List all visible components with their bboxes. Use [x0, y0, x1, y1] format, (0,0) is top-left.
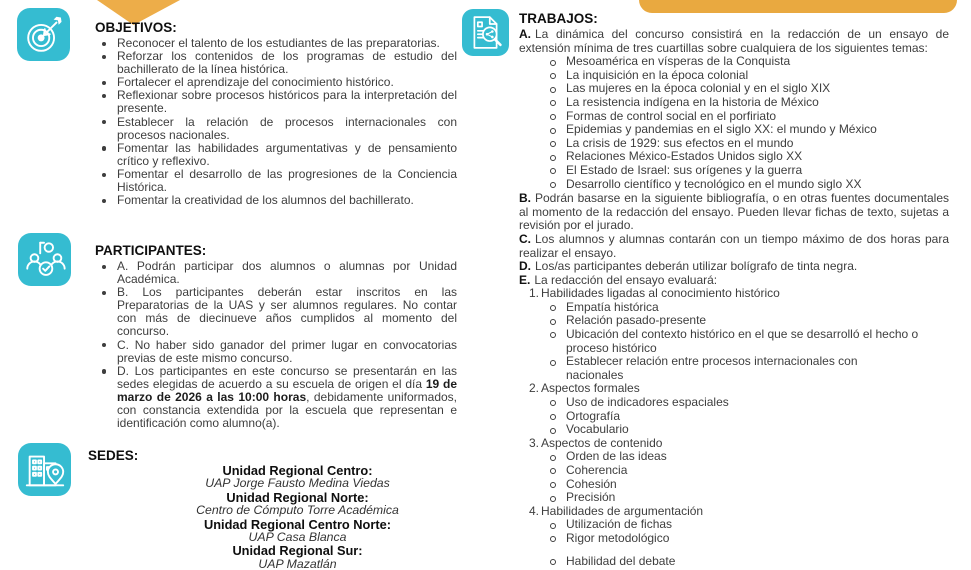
topic-item: La resistencia indígena en la historia de México	[519, 96, 949, 110]
participantes-list	[95, 260, 457, 430]
paragraph-d: D. Los/as participantes deberán utilizar bolígrafo de tinta negra.	[519, 259, 858, 274]
venue-name: UAP Casa Blanca	[248, 530, 347, 545]
topic-item: Las mujeres en la época colonial y en el siglo XIX	[519, 82, 949, 96]
list-item: A. Podrán participar dos alumnos o alumnas por Unidad Académica.	[95, 260, 457, 286]
sedes-venues-list	[95, 464, 500, 570]
criteria-subitem: Rigor metodológico	[519, 532, 949, 546]
topic-item: Desarrollo científico y tecnológico en el mundo siglo XX	[519, 178, 949, 192]
region-name: Unidad Regional Centro:	[222, 463, 373, 478]
criteria-item: 4. Habilidades de argumentación	[529, 503, 704, 518]
list-item: C. No haber sido ganador del primer lugar en convocatorias previas de este mismo concurso.	[95, 339, 457, 365]
list-item: Fomentar la creatividad de los alumnos del bachillerato.	[95, 194, 457, 207]
criteria-subitem: Ortografía	[519, 410, 949, 424]
topic-item: La inquisición en la época colonial	[519, 69, 949, 83]
criteria-subitem: Orden de las ideas	[519, 450, 949, 464]
trabajos-heading: TRABAJOS:	[519, 11, 598, 26]
event-date: 19 de marzo de 2026 a las 10:00 horas	[117, 376, 458, 404]
sedes-section	[88, 448, 138, 463]
paragraph-b: B. Podrán basarse en la siguiente bibliografía, o en otras fuentes documentales al momento de la redacción del ensayo. Pueden llevar fichas de texto, sujetas a revisión por el jurado.	[519, 191, 949, 233]
criteria-subitem: Establecer relación entre procesos internacionales con nacionales	[519, 355, 901, 382]
criteria-subitem-clipped: Habilidad del debate	[519, 555, 949, 569]
criteria-subitem: Coherencia	[519, 464, 949, 478]
criteria-subitem: Ubicación del contexto histórico en el que se desarrolló el hecho o proceso histórico	[519, 328, 949, 355]
venue-name: UAP Jorge Fausto Medina Viedas	[205, 476, 390, 491]
buildings-pin-icon	[18, 443, 71, 496]
list-item: D. Los participantes en este concurso se presentarán en las sedes elegidas de acuerdo a su escuela de origen el día 19 de marzo de 2026 a las 10:00 horas, debidamente uniformados, con constancia extendida por la escuela que representan e identificación como alumno(a).	[95, 365, 457, 430]
list-item: Fortalecer el aprendizaje del conocimiento histórico.	[95, 76, 457, 89]
people-check-icon	[18, 233, 71, 286]
list-item: B. Los participantes deberán estar inscritos en las Preparatorias de la UAS y ser alumnos regulares. No contar con más de diecinueve años cumplidos al momento del concurso.	[95, 286, 457, 338]
list-item: Fomentar las habilidades argumentativas y de pensamiento crítico y reflexivo.	[95, 142, 457, 168]
criteria-subitem: Vocabulario	[519, 423, 949, 437]
region-name: Unidad Regional Sur:	[232, 543, 363, 559]
criteria-subitem: Uso de indicadores espaciales	[519, 396, 949, 410]
topic-item: Epidemias y pandemias en el siglo XX: el mundo y México	[519, 123, 949, 137]
sedes-heading: SEDES:	[88, 448, 139, 463]
participantes-section	[95, 243, 457, 430]
target-dart-icon	[17, 8, 70, 61]
topics-list	[519, 55, 949, 191]
criteria-subitem: Empatía histórica	[519, 301, 949, 315]
criteria-subitem: Utilización de fichas	[519, 518, 949, 532]
venue-name: Centro de Cómputo Torre Académica	[196, 503, 399, 518]
objetivos-section	[95, 20, 457, 207]
topic-item: Mesoamérica en vísperas de la Conquista	[519, 55, 949, 69]
list-item: Establecer la relación de procesos internacionales con procesos nacionales.	[95, 116, 457, 142]
region-name: Unidad Regional Centro Norte:	[204, 516, 391, 532]
criteria-item: 1. Habilidades ligadas al conocimiento histórico	[529, 286, 780, 301]
list-item: Reflexionar sobre procesos históricos para la interpretación del presente.	[95, 89, 457, 115]
venue-name: UAP Mazatlán	[258, 556, 337, 570]
criteria-subitem: Relación pasado-presente	[519, 314, 949, 328]
topic-item: Formas de control social en el porfiriato	[519, 110, 949, 124]
objetivos-heading: OBJETIVOS:	[95, 20, 177, 35]
list-item: Reconocer el talento de los estudiantes de las preparatorias.	[95, 37, 457, 50]
evaluation-criteria	[519, 287, 949, 568]
objetivos-list	[95, 37, 457, 207]
paragraph-e: E. La redacción del ensayo evaluará:	[519, 272, 718, 287]
participantes-heading: PARTICIPANTES:	[95, 243, 207, 258]
paragraph-c: C. Los alumnos y alumnas contarán con un tiempo máximo de dos horas para realizar el ensayo.	[519, 231, 949, 260]
topic-item: El Estado de Israel: sus orígenes y la guerra	[519, 164, 949, 178]
topic-item: Relaciones México-Estados Unidos siglo XX	[519, 150, 949, 164]
trabajos-section	[519, 11, 949, 568]
region-name: Unidad Regional Norte:	[226, 489, 369, 505]
document-search-icon	[462, 9, 509, 56]
criteria-subitem: Precisión	[519, 491, 949, 505]
paragraph-a: A. La dinámica del concurso consistirá en la redacción de un ensayo de extensión mínima de tres cuartillas sobre cualquiera de los siguientes temas:	[519, 27, 949, 55]
criteria-item: 2. Aspectos formales	[529, 381, 640, 396]
list-item: Reforzar los contenidos de los programas de estudio del bachillerato de la línea histórica.	[95, 50, 457, 76]
criteria-subitem: Cohesión	[519, 478, 949, 492]
criteria-item: 3. Aspectos de contenido	[529, 435, 663, 450]
topic-item: La crisis de 1929: sus efectos en el mundo	[519, 137, 949, 151]
list-item: Fomentar el desarrollo de las progresiones de la Conciencia Histórica.	[95, 168, 457, 194]
